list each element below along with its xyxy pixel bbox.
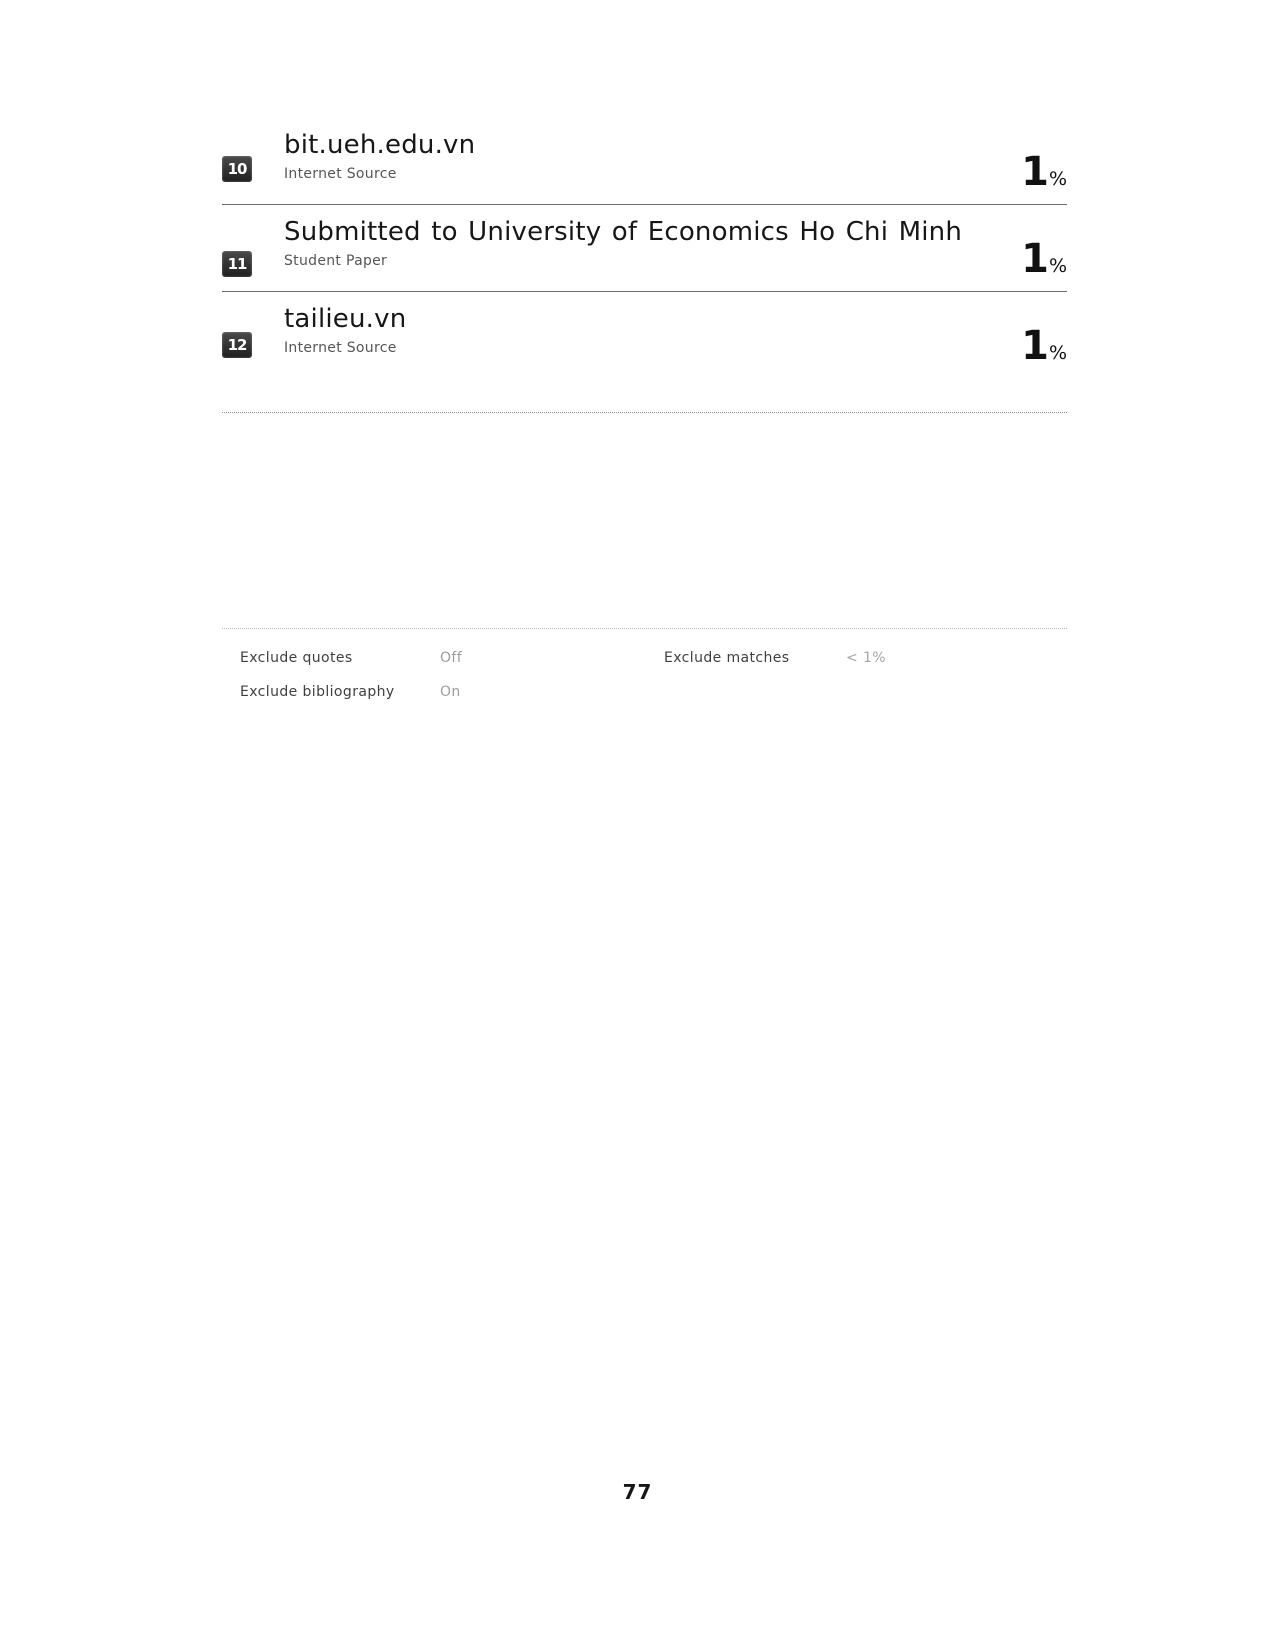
- source-row[interactable]: [222, 205, 1067, 291]
- exclude-matches-value: < 1%: [846, 650, 886, 666]
- percent-sign: %: [1048, 342, 1067, 364]
- source-row[interactable]: [222, 292, 1067, 378]
- source-rank-badge: 10: [222, 156, 252, 182]
- source-percentage-value: 1: [1021, 236, 1049, 282]
- exclusion-column-left: [240, 648, 570, 716]
- source-row[interactable]: [222, 118, 1067, 204]
- source-percentage: [977, 302, 1067, 369]
- sources-end-divider: [222, 412, 1067, 413]
- source-text: [252, 128, 977, 182]
- exclude-bibliography-setting: [240, 682, 570, 716]
- page-number: 77: [622, 1480, 653, 1504]
- exclusions-divider: [222, 628, 1067, 629]
- source-text: [252, 215, 977, 269]
- source-title[interactable]: tailieu.vn: [284, 304, 407, 334]
- exclude-bibliography-label: Exclude bibliography: [240, 684, 395, 700]
- exclude-matches-setting: [664, 648, 994, 682]
- exclude-quotes-setting: [240, 648, 570, 682]
- source-percentage: [977, 215, 1067, 282]
- matched-sources-list: [222, 118, 1067, 413]
- source-type: Internet Source: [284, 166, 397, 183]
- source-type: Student Paper: [284, 253, 388, 270]
- percent-sign: %: [1048, 255, 1067, 277]
- source-percentage-value: 1: [1021, 323, 1049, 369]
- exclude-matches-label: Exclude matches: [664, 650, 790, 666]
- exclude-quotes-label: Exclude quotes: [240, 650, 353, 666]
- source-rank-badge: 12: [222, 332, 252, 358]
- source-title[interactable]: bit.ueh.edu.vn: [284, 130, 476, 160]
- exclude-bibliography-value: On: [440, 684, 461, 700]
- exclusion-column-right: [664, 648, 994, 682]
- source-title[interactable]: Submitted to University of Economics Ho Chi Minh: [284, 217, 963, 247]
- exclude-quotes-value: Off: [440, 650, 463, 666]
- source-percentage-value: 1: [1021, 149, 1049, 195]
- source-rank-badge: 11: [222, 251, 252, 277]
- source-type: Internet Source: [284, 340, 397, 357]
- source-text: [252, 302, 977, 356]
- source-percentage: [977, 128, 1067, 195]
- percent-sign: %: [1048, 168, 1067, 190]
